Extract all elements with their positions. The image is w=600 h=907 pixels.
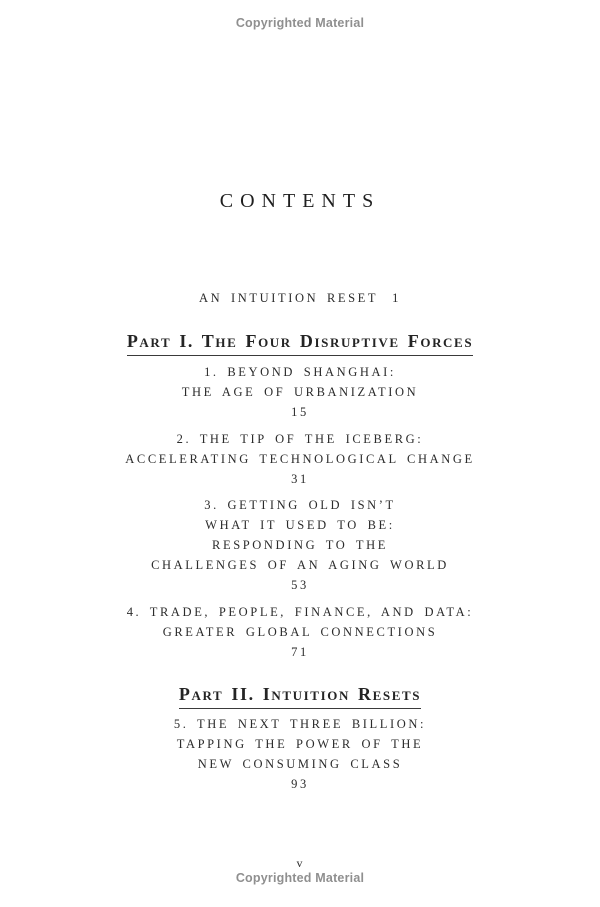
part-1-heading-text: Part I. The Four Disruptive Forces [127, 329, 473, 356]
chapter-3-line-2: WHAT IT USED TO BE: [205, 518, 395, 532]
copyright-notice-top: Copyrighted Material [235, 16, 365, 30]
chapter-5-page-number: 93 [291, 777, 309, 791]
chapter-3-line-4: CHALLENGES OF AN AGING WORLD [151, 558, 449, 572]
chapter-5-line-1: 5. THE NEXT THREE BILLION: [173, 717, 427, 731]
chapter-3-page-number: 53 [291, 578, 309, 592]
toc-chapter-1 [0, 362, 600, 422]
folio-page-number: v [296, 856, 304, 870]
chapter-1-line-1: 1. BEYOND SHANGHAI: [204, 365, 396, 379]
part-2-heading [0, 682, 600, 709]
toc-intro-page-number: 1 [392, 291, 402, 305]
chapter-4-line-2: GREATER GLOBAL CONNECTIONS [162, 625, 438, 639]
chapter-1-page-number: 15 [291, 405, 309, 419]
chapter-5-line-3: NEW CONSUMING CLASS [197, 757, 403, 771]
chapter-3-line-1: 3. GETTING OLD ISN’T [204, 498, 396, 512]
contents-page-title: CONTENTS [219, 190, 381, 212]
chapter-1-line-2: THE AGE OF URBANIZATION [181, 385, 419, 399]
toc-chapter-2 [0, 429, 600, 489]
chapter-4-page-number: 71 [291, 645, 309, 659]
toc-chapter-5 [0, 714, 600, 794]
toc-intro-entry [0, 288, 600, 308]
toc-chapter-3 [0, 495, 600, 595]
toc-chapter-4 [0, 602, 600, 662]
part-1-heading [0, 329, 600, 356]
chapter-4-line-1: 4. TRADE, PEOPLE, FINANCE, AND DATA: [126, 605, 474, 619]
chapter-2-page-number: 31 [291, 472, 309, 486]
chapter-3-line-3: RESPONDING TO THE [212, 538, 388, 552]
chapter-5-line-2: TAPPING THE POWER OF THE [176, 737, 424, 751]
chapter-2-line-1: 2. THE TIP OF THE ICEBERG: [176, 432, 424, 446]
toc-intro-label: AN INTUITION RESET [198, 291, 379, 305]
copyright-notice-bottom: Copyrighted Material [235, 871, 365, 885]
chapter-2-line-2: ACCELERATING TECHNOLOGICAL CHANGE [125, 452, 475, 466]
part-2-heading-text: Part II. Intuition Resets [179, 682, 421, 709]
